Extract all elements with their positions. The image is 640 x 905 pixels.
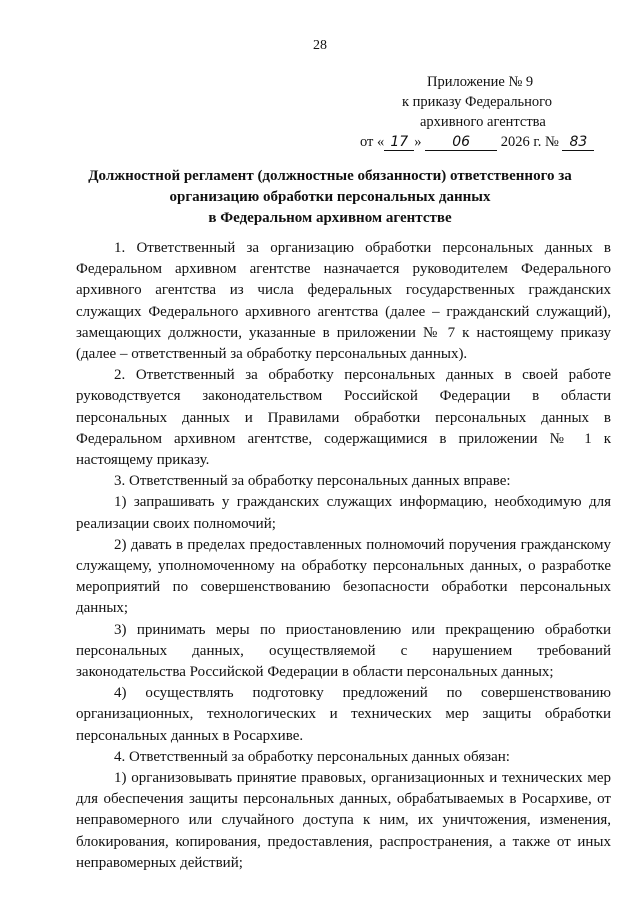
- title-line-2: организацию обработки персональных данных: [169, 189, 491, 205]
- handwritten-month: 06: [425, 134, 497, 151]
- title-line-3: в Федеральном архивном агентстве: [208, 210, 452, 226]
- paragraph: 4. Ответственный за обработку персональных данных обязан:: [114, 748, 510, 765]
- date-year: 2026 г. №: [500, 134, 559, 150]
- document-title: [60, 166, 600, 229]
- handwritten-day: 17: [384, 134, 414, 151]
- appendix-header: [360, 72, 630, 152]
- appendix-title: Приложение № 9: [427, 74, 534, 90]
- date-quote-close: »: [414, 134, 422, 150]
- date-prefix: от «: [360, 134, 385, 150]
- paragraph: 3. Ответственный за обработку персональных данных вправе:: [114, 473, 511, 490]
- paragraph: 1. Ответственный за организацию обработки персональных данных в Федеральном архивном агентстве назначается руководителем Федерального архивного агентства из числа федеральных государственных гражданских служащих Федерального архивного агентства (далее – гражданский служащий), замещающих должности, указанные в приложении № 7 к настоящему приказу (далее – ответственный за обработку персональных данных).: [76, 240, 611, 363]
- paragraph: 4) осуществлять подготовку предложений по совершенствованию организационных, технологических и технических мер защиты обработки персональных данных в Росархиве.: [76, 685, 611, 744]
- appendix-agency: архивного агентства: [420, 114, 546, 130]
- paragraph: 2. Ответственный за обработку персональных данных в своей работе руководствуется законодательством Российской Федерации в области персональных данных и Правилами обработки персональных данных в Федеральном архивном агентстве, содержащимися в приложении № 1 к настоящему приказу.: [76, 367, 611, 469]
- paragraph: 3) принимать меры по приостановлению или прекращению обработки персональных данных, осуществляемой с нарушением требований законодательства Российской Федерации в области персональных данных;: [76, 621, 611, 681]
- title-line-1: Должностной регламент (должностные обязанности) ответственного за: [88, 168, 572, 184]
- paragraph: 1) запрашивать у гражданских служащих информацию, необходимую для реализации своих полномочий;: [76, 494, 611, 532]
- handwritten-order-number: 83: [562, 134, 594, 151]
- paragraph: 1) организовывать принятие правовых, организационных и технических мер для обеспечения защиты персональных данных, обрабатываемых в Росархиве, от неправомерного или случайного доступа к ним, их уничтожения, изменения, блокирования, копирования, предоставления, распространения, а также от иных неправомерных действий;: [76, 770, 611, 871]
- appendix-date-line: [360, 132, 630, 152]
- document-body: [76, 238, 611, 874]
- page-number: 28: [313, 38, 327, 53]
- paragraph: 2) давать в пределах предоставленных полномочий поручения гражданскому служащему, уполномоченному на обработку персональных данных, о разработке мероприятий по совершенствованию безопасности обработки персональных данных;: [76, 536, 611, 617]
- appendix-order-ref: к приказу Федерального: [402, 94, 553, 110]
